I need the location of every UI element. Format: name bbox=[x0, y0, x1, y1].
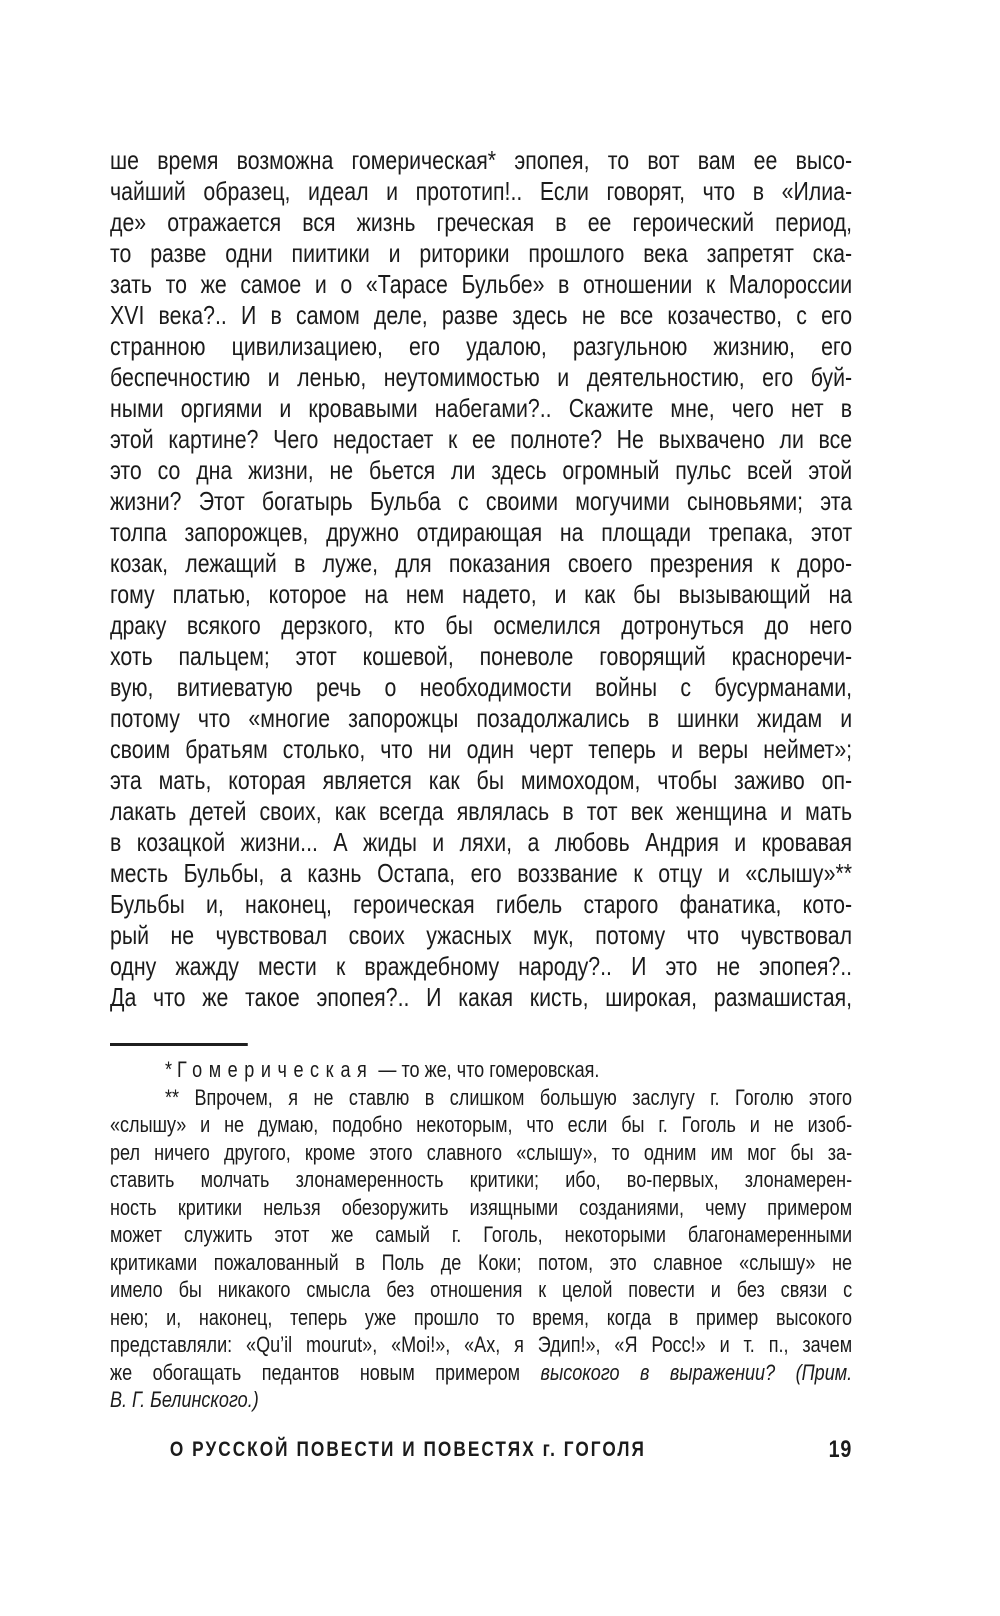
book-page bbox=[110, 0, 852, 1616]
text-line: лакать детей своих, как всегда являлась в тот век женщина и мать bbox=[110, 796, 853, 826]
text-line: драку всякого дерзкого, кто бы осмелился дотронуться до него bbox=[110, 610, 853, 640]
footnote-2 bbox=[110, 1084, 852, 1359]
footnote-marker: * bbox=[164, 1057, 172, 1082]
text-line: чайший образец, идеал и прототип!.. Если говорят, что в «Илиа- bbox=[110, 176, 853, 206]
text-line: странною цивилизациею, его удалою, разгульною жизнию, его bbox=[110, 331, 853, 361]
footnote-1 bbox=[110, 1056, 852, 1084]
body-text bbox=[110, 145, 852, 1013]
text-line: толпа запорожцев, дружно отдирающая на площади трепака, этот bbox=[110, 517, 853, 547]
text-line: гому платью, которое на нем надето, и как бы вызывающий на bbox=[110, 579, 853, 609]
text-line: зать то же самое и о «Тарасе Бульбе» в отношении к Малороссии bbox=[110, 269, 853, 299]
text-line: рый не чувствовал своих ужасных мук, потому что чувствовал bbox=[110, 920, 853, 950]
text-line: Бульбы и, наконец, героическая гибель старого фанатика, кото- bbox=[110, 889, 853, 919]
footnote-line: имело бы никакого смысла без отношения к целой повести и без связи с bbox=[110, 1277, 853, 1302]
text-line: ше время возможна гомерическая* эпопея, то вот вам ее высо- bbox=[110, 145, 853, 175]
footnote-text: — то же, что гомеровская. bbox=[378, 1057, 600, 1082]
text-line: это со дна жизни, не бьется ли здесь огромный пульс всей этой bbox=[110, 455, 853, 485]
footnote-term: Гомерическая bbox=[176, 1057, 374, 1082]
footnote-text-italic: высокого в выражении? (Прим. bbox=[540, 1359, 853, 1385]
footnote-line: ** Впрочем, я не ставлю в слишком большую заслугу г. Гоголю этого bbox=[164, 1084, 853, 1110]
text-line: месть Бульбы, а казнь Остапа, его воззвание к отцу и «слышу»** bbox=[110, 858, 853, 888]
text-line: козак, лежащий в луже, для показания своего презрения к доро- bbox=[110, 548, 853, 578]
text-line: ными оргиями и кровавыми набегами?.. Скажите мне, чего нет в bbox=[110, 393, 853, 423]
footnote-line: ность критики нельзя обезоружить изящными созданиями, чему примером bbox=[110, 1194, 853, 1220]
text-line: этой картине? Чего недостает к ее полноте? Не выхвачено ли все bbox=[110, 424, 853, 454]
footnote-attribution: В. Г. Белинского.) bbox=[110, 1387, 259, 1412]
footnote-text: же обогащать педантов новым примером bbox=[110, 1359, 521, 1385]
footnote-separator bbox=[110, 1043, 248, 1046]
running-title: О РУССКОЙ ПОВЕСТИ И ПОВЕСТЯХ г. ГОГОЛЯ bbox=[169, 1438, 646, 1461]
page-footer bbox=[110, 1436, 852, 1466]
footnote-line: нею; и, наконец, теперь уже прошло то время, когда в пример высокого bbox=[110, 1304, 853, 1330]
footnotes bbox=[110, 1056, 852, 1414]
text-line: вую, витиеватую речь о необходимости войны с бусурманами, bbox=[110, 672, 853, 702]
text-line: в козацкой жизни... А жиды и ляхи, а любовь Андрия и кровавая bbox=[110, 827, 853, 857]
text-line: хоть пальцем; этот кошевой, поневоле говорящий красноречи- bbox=[110, 641, 853, 671]
text-line: беспечностию и ленью, неутомимостью и деятельностию, его буй- bbox=[110, 362, 853, 392]
text-line: Да что же такое эпопея?.. И какая кисть, широкая, размашистая, bbox=[110, 982, 853, 1012]
text-line: эта мать, которая является как бы мимоходом, чтобы заживо оп- bbox=[110, 765, 853, 795]
footnote-line: рел ничего другого, кроме этого славного «слышу», то одним им мог бы за- bbox=[110, 1139, 853, 1165]
text-line: XVI века?.. И в самом деле, разве здесь не все козачество, с его bbox=[110, 300, 853, 330]
page-number: 19 bbox=[828, 1436, 853, 1463]
text-line: жизни? Этот богатырь Бульба с своими могучими сыновьями; эта bbox=[110, 486, 853, 516]
footnote-line: может служить этот же самый г. Гоголь, некоторыми благонамеренными bbox=[110, 1222, 853, 1247]
footnote-line: «слышу» и не думаю, подобно некоторым, что если бы г. Гоголь и не изоб- bbox=[110, 1112, 853, 1137]
footnote-line bbox=[110, 1359, 852, 1387]
text-line: потому что «многие запорожцы позадолжались в шинки жидам и bbox=[110, 703, 853, 733]
text-line: то разве одни пиитики и риторики прошлого века запретят ска- bbox=[110, 238, 853, 268]
footnote-line: представляли: «Qu’il mourut», «Moi!», «Ах, я Эдип!», «Я Росс!» и т. п., зачем bbox=[110, 1332, 853, 1357]
footnote-line: ставить молчать злонамеренность критики; ибо, во-первых, злонамерен- bbox=[110, 1167, 853, 1192]
footnote-line: критиками пожалованный в Поль де Коки; потом, это славное «слышу» не bbox=[110, 1249, 853, 1275]
text-line: де» отражается вся жизнь греческая в ее героический период, bbox=[110, 207, 853, 237]
text-line: своим братьям столько, что ни один черт теперь и веры неймет»; bbox=[110, 734, 853, 764]
text-line: одну жажду мести к враждебному народу?.. И это не эпопея?.. bbox=[110, 951, 853, 981]
